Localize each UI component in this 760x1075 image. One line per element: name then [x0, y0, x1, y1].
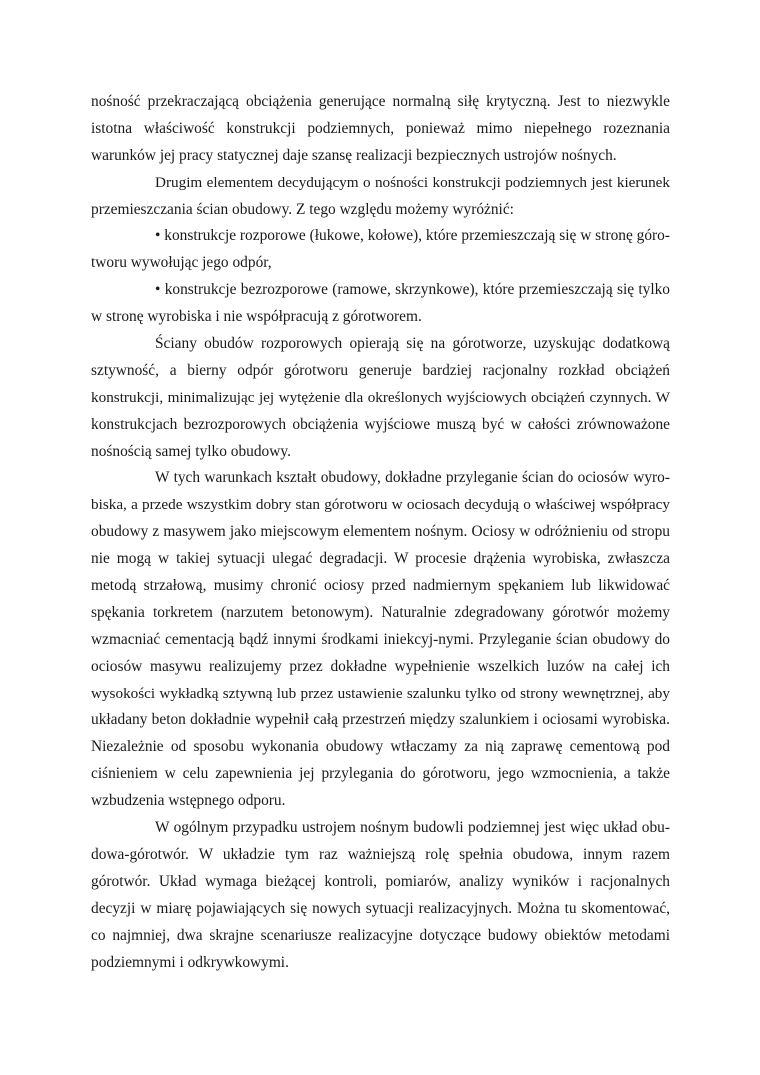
text-line-16: biska, a przede wszystkim dobry stan górotworu w ociosach decydują o właściwej współpracy — [91, 496, 670, 514]
text-line-1: nośność przekraczającą obciążenia generujące normalną siłę krytyczną. Jest to niezwykle — [91, 93, 670, 110]
text-line-21: wzmacniać cementacją bądź innymi środkami iniekcyj-nymi. Przyleganie ścian obudowy do — [91, 630, 670, 648]
text-line-17: obudowy z masywem jako miejscowym elementem nośnym. Ociosy w odróżnieniu od stropu — [91, 523, 670, 541]
text-line-33: podziemnymi i odkrywkowymi. — [91, 953, 289, 971]
text-line-5: przemieszczania ścian obudowy. Z tego względu możemy wyróżnić: — [91, 200, 514, 218]
text-line-4: Drugim elementem decydującym o nośności konstrukcji podziemnych jest kierunek — [155, 173, 670, 191]
text-line-14: nośnością samej tylko obudowy. — [91, 442, 291, 460]
text-line-10: Ściany obudów rozporowych opierają się na górotworze, uzyskując dodatkową — [155, 335, 670, 353]
text-line-3: warunków jej pracy statycznej daje szansę realizacji bezpiecznych ustrojów nośnych. — [91, 146, 617, 164]
bullet-line-2: • konstrukcje bezrozporowe (ramowe, skrzynkowe), które przemieszczają się tylko — [155, 281, 670, 299]
text-line-30: górotwór. Układ wymaga bieżącej kontroli, pomiarów, analizy wyników i racjonalnych — [91, 872, 670, 890]
bullet-line-1: • konstrukcje rozporowe (łukowe, kołowe), które przemieszczają się w stronę góro- — [155, 227, 670, 245]
document-page — [91, 89, 670, 976]
text-line-23: wysokości wykładką sztywną lub przez ustawienie szalunku tylko od strony wewnętrznej, aby — [91, 684, 670, 702]
text-line-13: konstrukcjach bezrozporowych obciążenia wyjściowe muszą być w całości zrównoważone — [91, 415, 670, 433]
text-line-28: W ogólnym przypadku ustrojem nośnym budowli podziemnej jest więc układ obu- — [155, 819, 670, 837]
text-line-26: ciśnieniem w celu zapewnienia jej przylegania do górotworu, jego wzmocnienia, a także — [91, 765, 670, 783]
text-line-32: co najmniej, dwa skrajne scenariusze realizacyjne dotyczące budowy obiektów metodami — [91, 926, 670, 944]
text-line-12: konstrukcji, minimalizując jej wytężenie dla określonych wyjściowych obciążeń czynnych. W — [91, 388, 670, 406]
text-line-29: dowa-górotwór. W układzie tym raz ważniejszą rolę spełnia obudowa, innym razem — [91, 845, 670, 863]
text-line-24: układany beton dokładnie wypełnił całą przestrzeń między szalunkiem i ociosami wyrobiska. — [91, 711, 670, 729]
text-line-7: tworu wywołując jego odpór, — [91, 254, 272, 272]
text-line-11: sztywność, a bierny odpór górotworu generuje bardziej racjonalny rozkład obciążeń — [91, 361, 670, 379]
text-line-9: w stronę wyrobiska i nie współpracują z górotworem. — [91, 308, 422, 326]
text-line-22: ociosów masywu realizujemy przez dokładne wypełnienie wszelkich luzów na całej ich — [91, 657, 670, 675]
text-line-2: istotna właściwość konstrukcji podziemnych, ponieważ mimo niepełnego rozeznania — [91, 119, 670, 137]
text-line-18: nie mogą w takiej sytuacji ulegać degradacji. W procesie drążenia wyrobiska, zwłaszcza — [91, 550, 670, 568]
text-line-25: Niezależnie od sposobu wykonania obudowy wtłaczamy za nią zaprawę cementową pod — [91, 738, 670, 756]
text-line-20: spękania torkretem (narzutem betonowym). Naturalnie zdegradowany górotwór możemy — [91, 603, 670, 621]
text-line-15: W tych warunkach kształt obudowy, dokładne przyleganie ścian do ociosów wyro- — [155, 469, 670, 487]
text-line-31: decyzji w miarę pojawiających się nowych sytuacji realizacyjnych. Można tu skomentować, — [91, 899, 670, 917]
text-line-27: wzbudzenia wstępnego odporu. — [91, 792, 286, 810]
text-line-19: metodą strzałową, musimy chronić ociosy przed nadmiernym spękaniem lub likwidować — [91, 577, 670, 595]
